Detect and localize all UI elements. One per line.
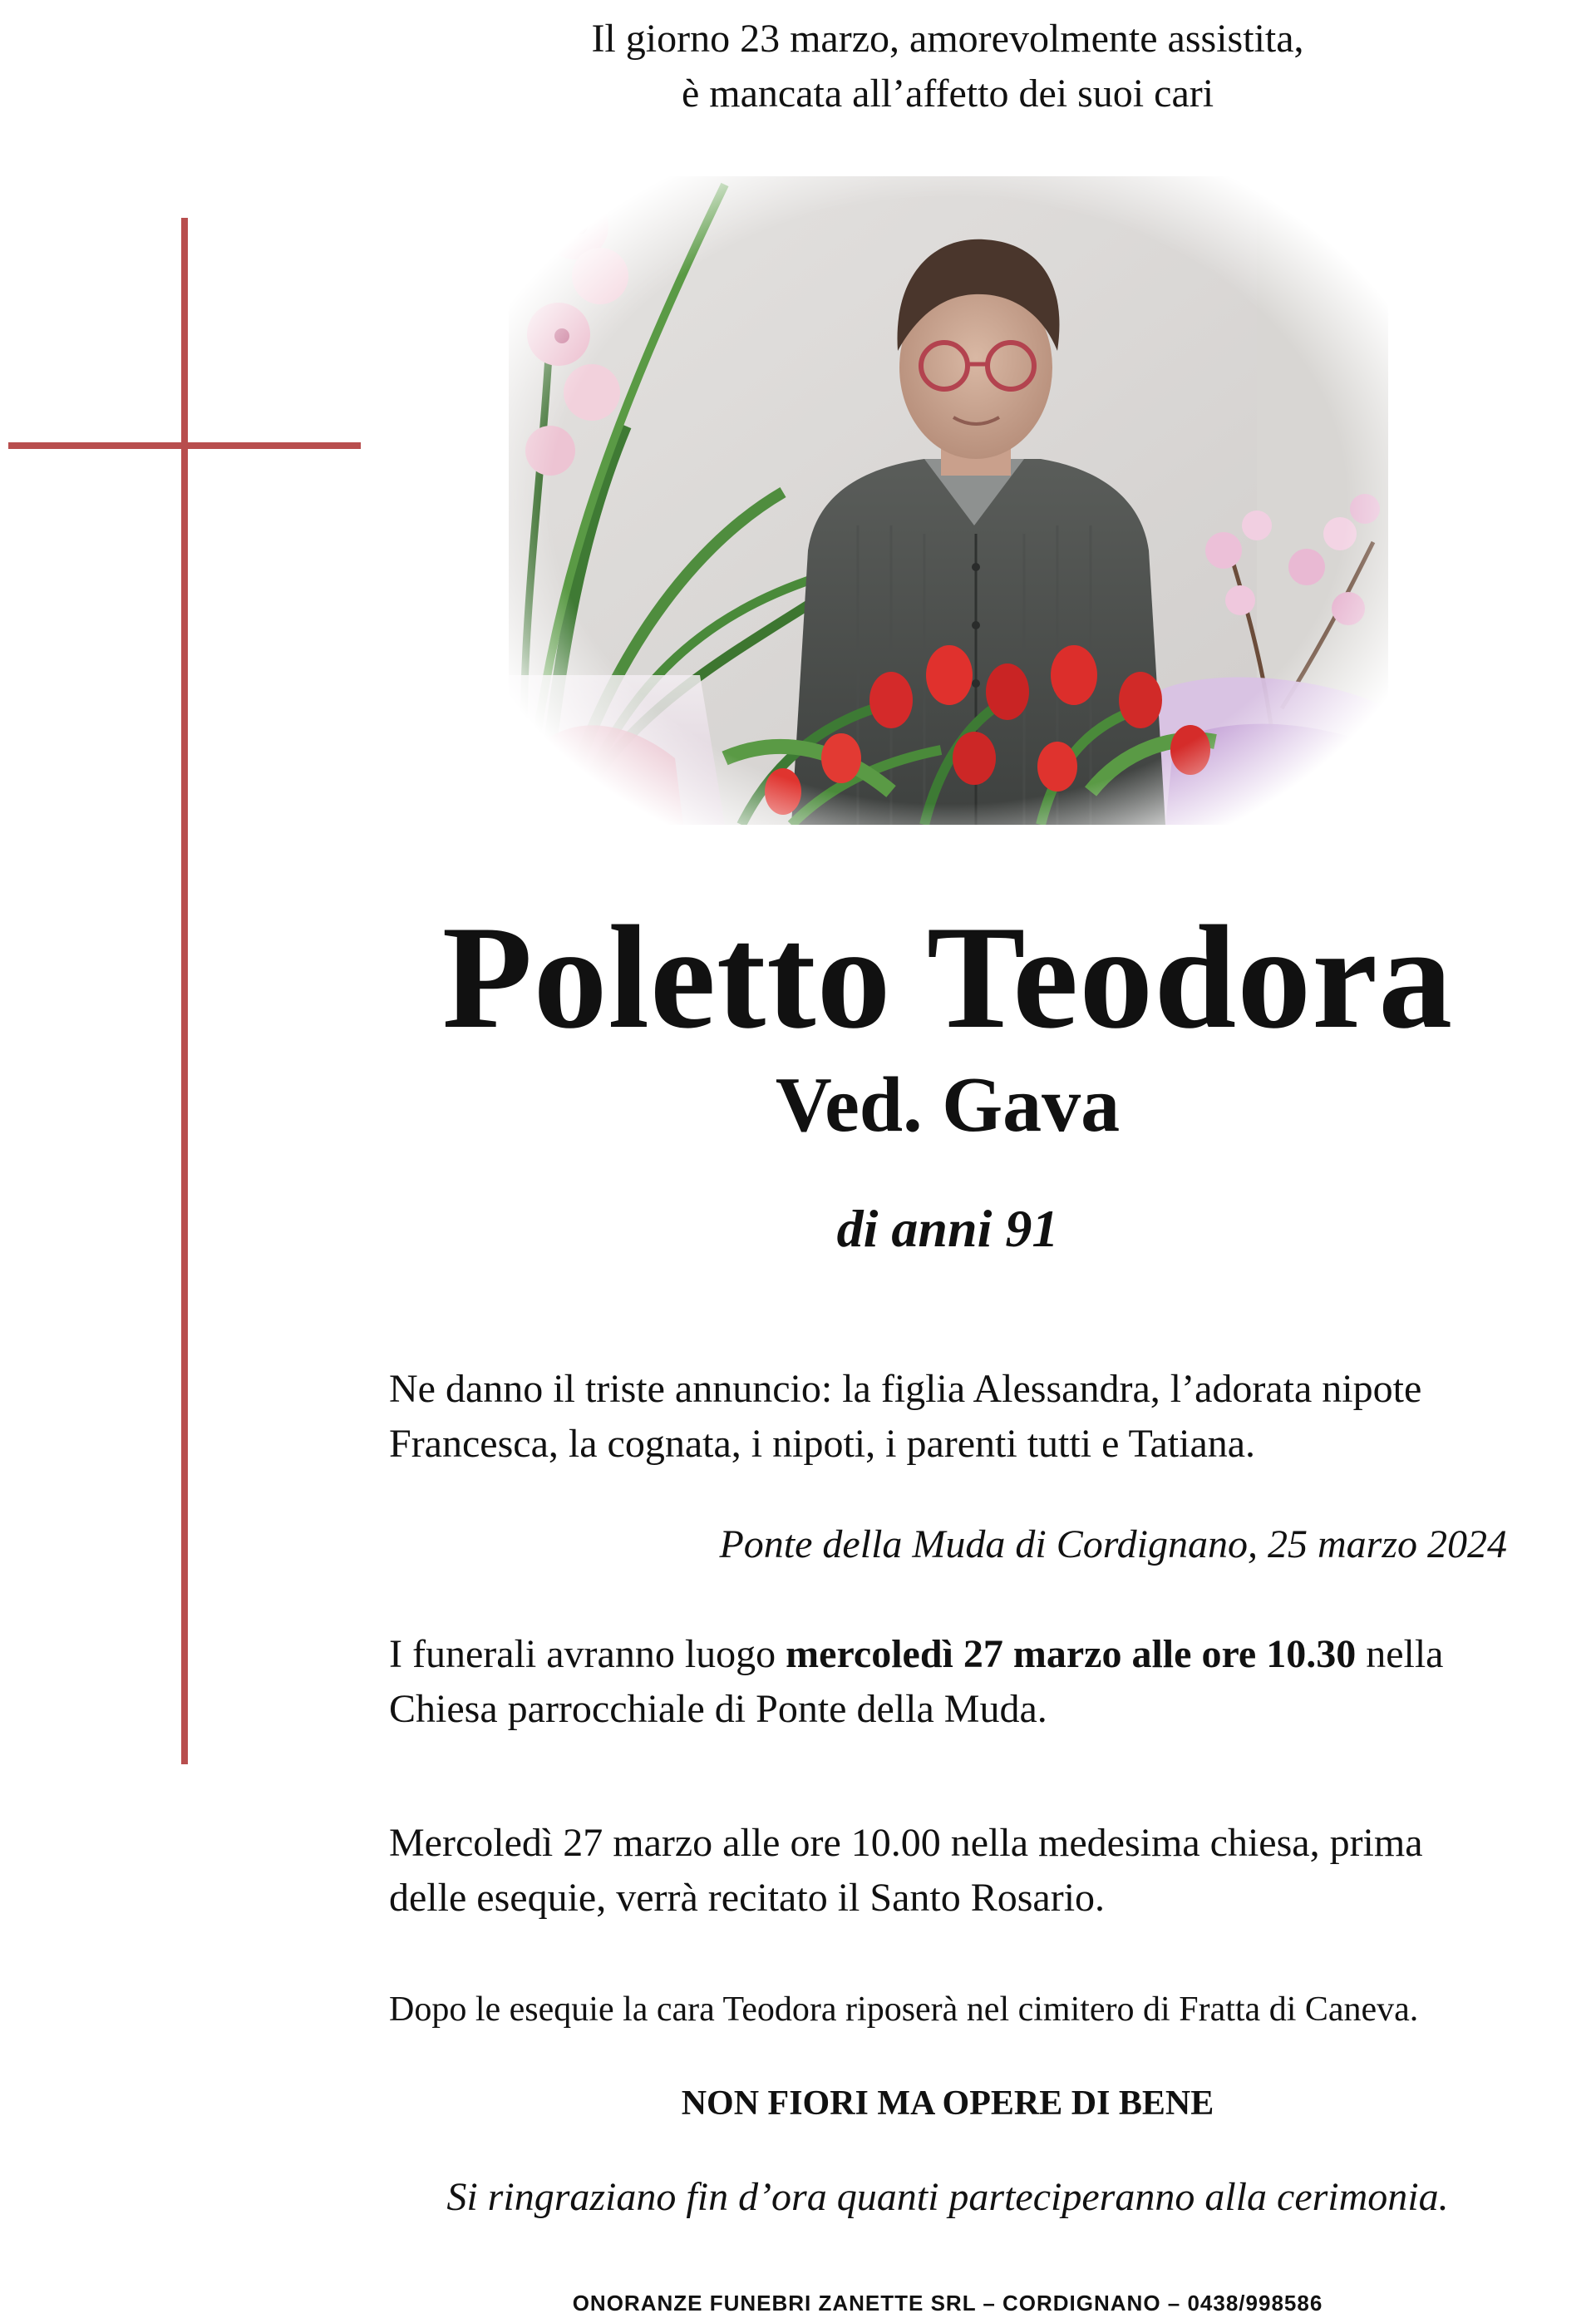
cross-horizontal-bar [8, 442, 361, 449]
funeral-suffix: nella [1356, 1632, 1444, 1676]
intro-line-2: è mancata all’affetto dei suoi cari [681, 72, 1214, 116]
widow-of: Ved. Gava [775, 1062, 1121, 1148]
deceased-name: Poletto Teodora [441, 895, 1454, 1059]
funeral-date-time: mercoledì 27 marzo alle ore 10.30 [786, 1632, 1357, 1676]
funeral-line-1 [389, 1627, 1507, 1682]
funeral-paragraph [389, 1627, 1507, 1737]
funeral-home-footer: ONORANZE FUNEBRI ZANETTE SRL – CORDIGNANO – 0438/998586 [572, 2291, 1323, 2316]
funeral-line-2: Chiesa parrocchiale di Ponte della Muda. [389, 1687, 1047, 1731]
deceased-photo [509, 176, 1388, 825]
age: di anni 91 [836, 1199, 1059, 1258]
announcement-line-2: Francesca, la cognata, i nipoti, i parenti tutti e Tatiana. [389, 1422, 1256, 1466]
funeral-prefix: I funerali avranno luogo [389, 1632, 786, 1676]
announcement-paragraph [389, 1362, 1507, 1472]
cross-vertical-bar [181, 218, 188, 1764]
burial-notice: Dopo le esequie la cara Teodora riposerà nel cimitero di Fratta di Caneva. [389, 1990, 1419, 2029]
announcement-line-1: Ne danno il triste annuncio: la figlia Alessandra, l’adorata nipote [389, 1367, 1422, 1411]
rosary-paragraph [389, 1816, 1507, 1926]
rosary-line-1: Mercoledì 27 marzo alle ore 10.00 nella medesima chiesa, prima [389, 1821, 1423, 1865]
flowers-notice: NON FIORI MA OPERE DI BENE [681, 2084, 1214, 2123]
intro-line-1: Il giorno 23 marzo, amorevolmente assistita, [591, 17, 1304, 61]
thanks-message: Si ringraziano fin d’ora quanti parteciperanno alla cerimonia. [446, 2175, 1449, 2219]
place-and-date: Ponte della Muda di Cordignano, 25 marzo 2024 [719, 1522, 1507, 1566]
rosary-line-2: delle esequie, verrà recitato il Santo Rosario. [389, 1876, 1106, 1920]
intro-text [432, 12, 1463, 121]
